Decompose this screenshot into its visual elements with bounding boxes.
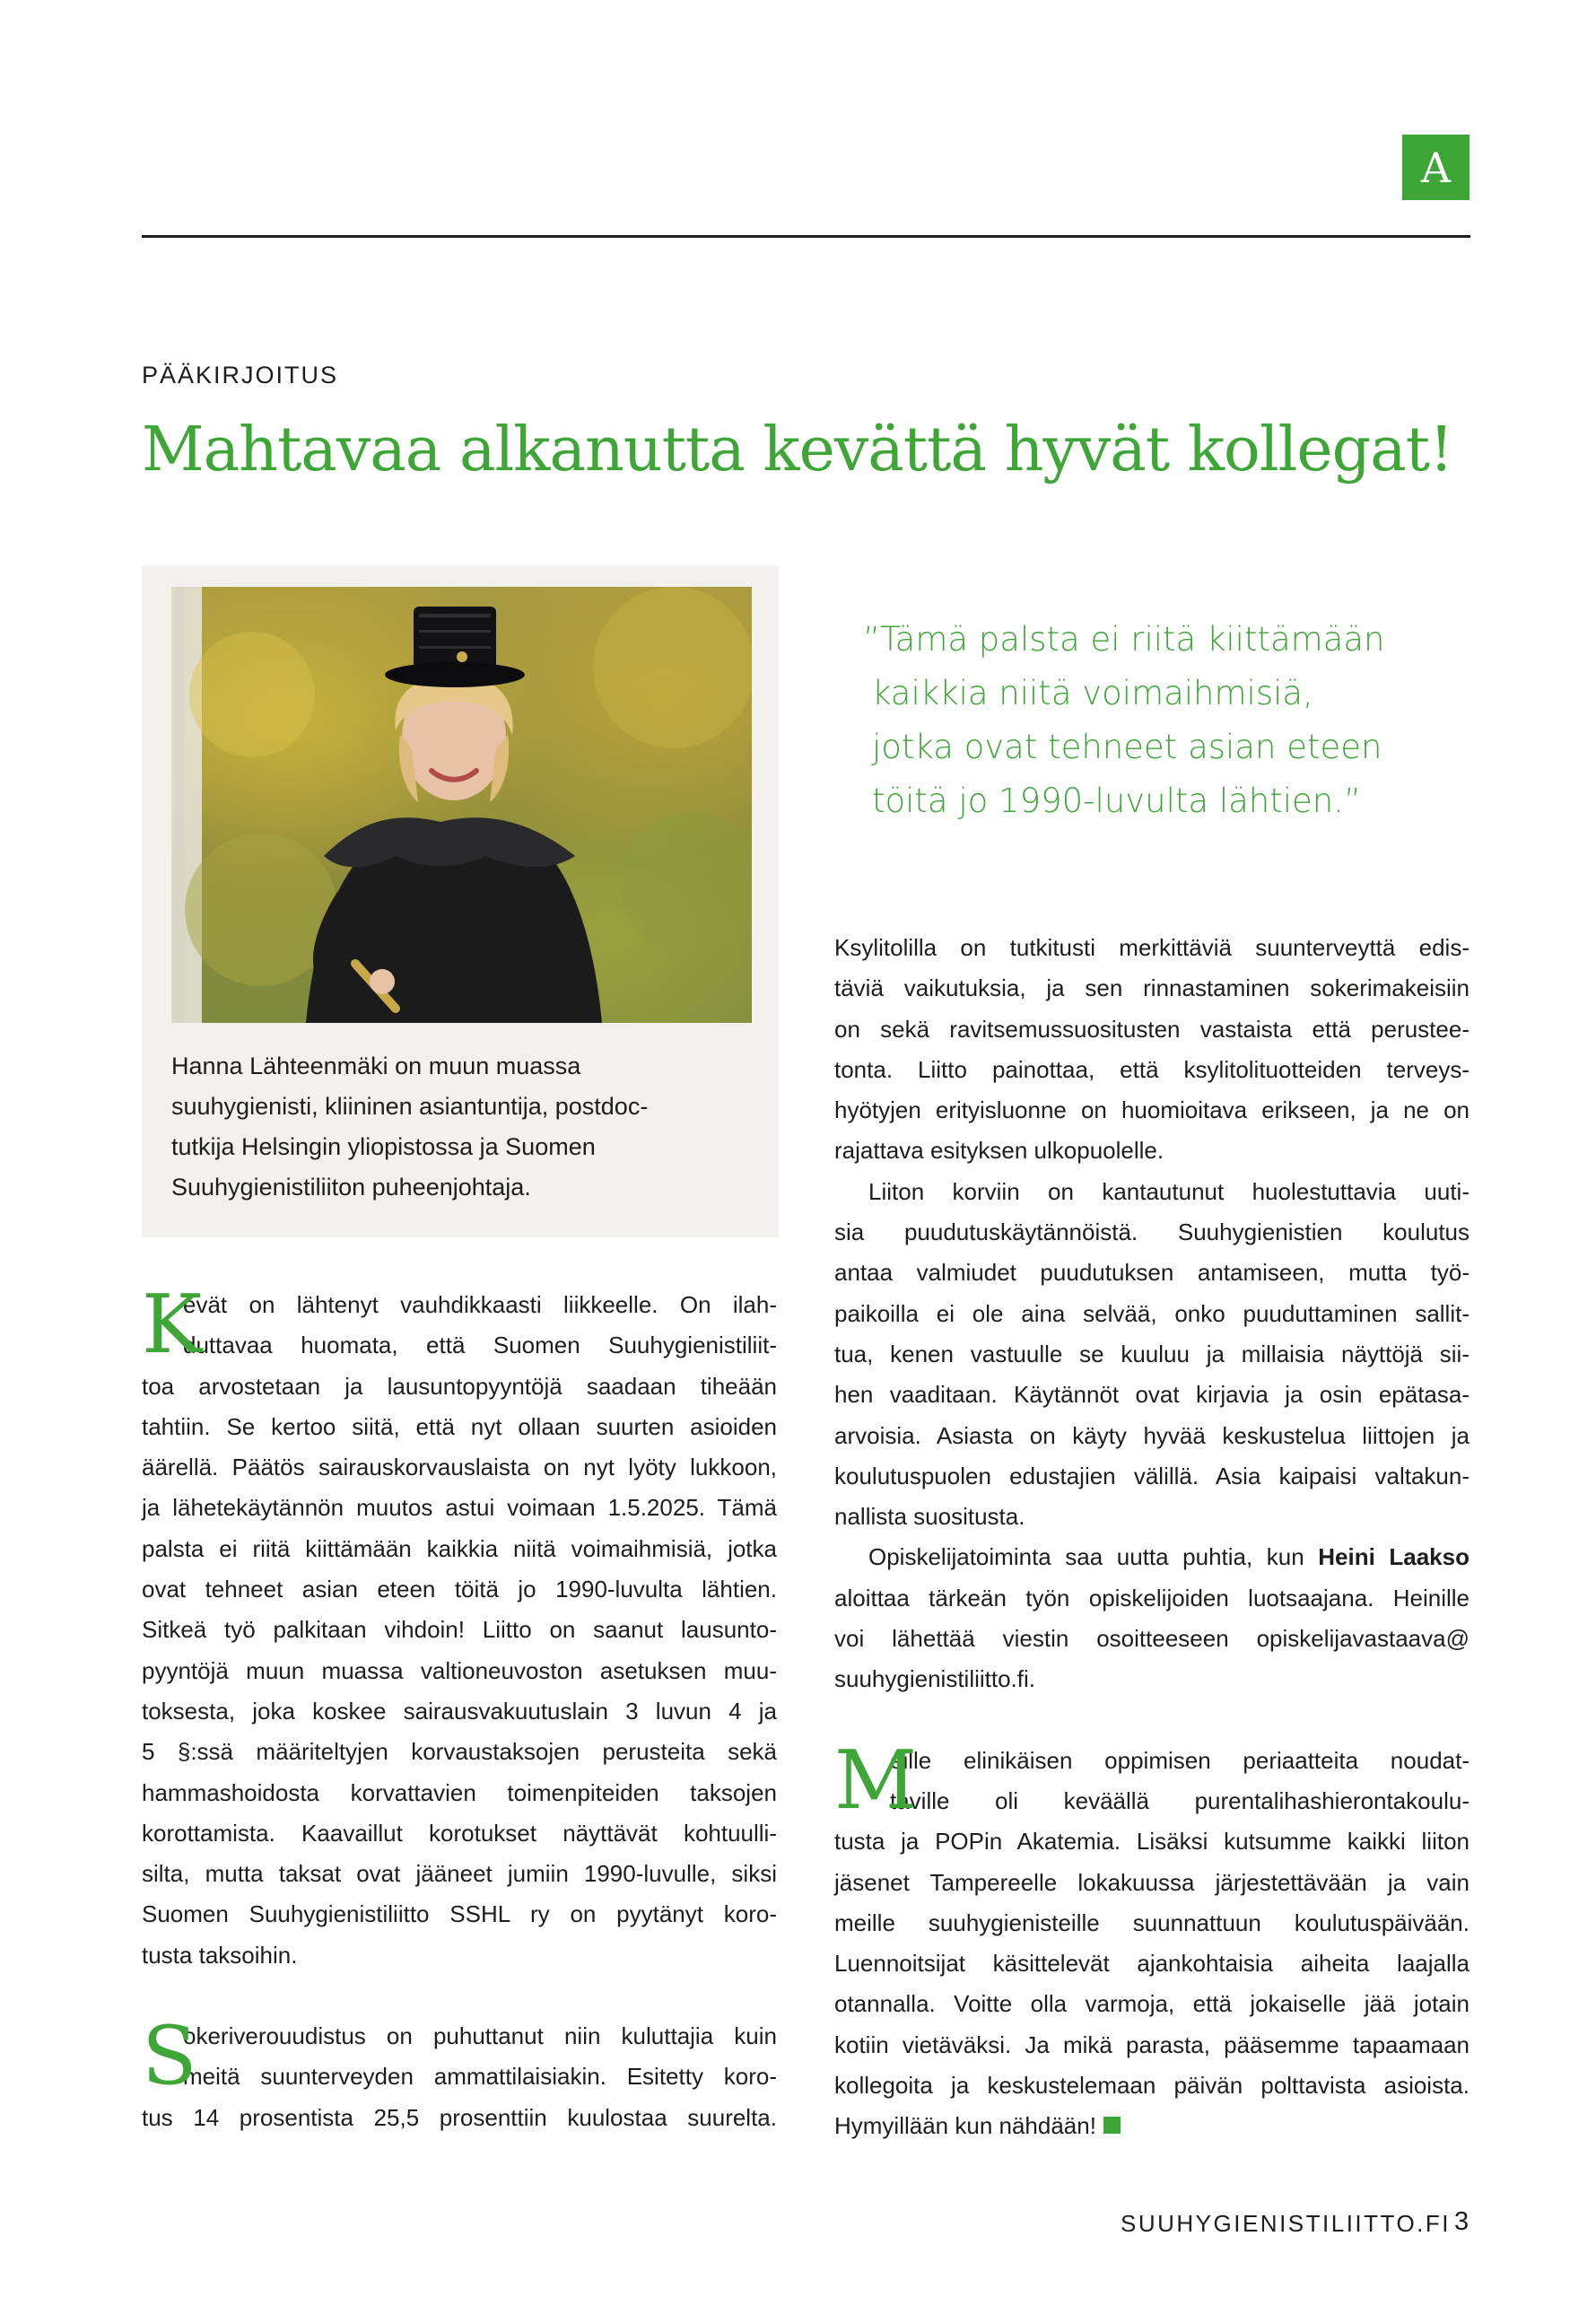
text-line: meille suuhygienisteille suunnattuun koulutuspäivään. — [834, 1908, 1470, 1936]
text-line: sia puudutuskäytännöistä. Suuhygienistien koulutus — [834, 1218, 1470, 1246]
photo-caption-box — [142, 565, 779, 1237]
paragraph-3 — [834, 928, 1470, 1172]
text-line: kollegoita ja keskustelemaan päivän polttavista asioista. — [834, 2072, 1470, 2100]
pull-quote-line: jotka ovat tehneet asian eteen — [872, 728, 1382, 766]
paragraph-2 — [142, 2009, 777, 2138]
paragraph-6 — [834, 1733, 1470, 2147]
section-label: PÄÄKIRJOITUS — [142, 362, 339, 389]
text-line: antaa valmiudet puudutuksen antamiseen, mutta työ- — [834, 1259, 1470, 1287]
text-line: aloittaa tärkeän työn opiskelijoiden luotsaajana. Heinille — [834, 1584, 1470, 1611]
text-line: hen vaaditaan. Käytännöt ovat kirjavia ja osin epätasa- — [834, 1381, 1470, 1409]
text-line: duttavaa huomata, että Suomen Suuhygienistiliit- — [183, 1332, 777, 1359]
text-line: pyyntöjä muun muassa valtioneuvoston asetuksen muu- — [142, 1656, 777, 1684]
text-line: ja lähetekäytännön muutos astui voimaan 1.5.2025. Tämä — [142, 1494, 777, 1522]
text-line: okeriverouudistus on puhuttanut niin kuluttajia kuin — [183, 2022, 777, 2050]
text-line: taville oli keväällä purentalihashierontakoulu- — [890, 1786, 1470, 1814]
person-name: Heini Laakso — [1318, 1543, 1470, 1571]
caption-line: suuhygienisti, kliininen asiantuntija, postdoc- — [171, 1093, 649, 1120]
text-line: evät on lähtenyt vauhdikkaasti liikkeelle. On ilah- — [183, 1291, 777, 1318]
text-line: koulutuspuolen edustajien välillä. Asia kaipaisi valtakun- — [834, 1462, 1470, 1489]
end-mark-icon — [1103, 2117, 1121, 2134]
text-line: voi lähettää viestin osoitteeseen opiskelijavastaava@ — [834, 1625, 1470, 1653]
footer-website: SUUHYGIENISTILIITTO.FI — [1121, 2210, 1452, 2237]
right-column — [834, 928, 1470, 2147]
text-run: Opiskelijatoiminta saa uutta puhtia, kun — [868, 1543, 1319, 1571]
text-line: silta, mutta taksat ovat jääneet jumiin 1990-luvulle, siksi — [142, 1860, 777, 1888]
text-line: täviä vaikutuksia, ja sen rinnastaminen sokerimakeisiin — [834, 974, 1470, 1002]
page-number: 3 — [1454, 2207, 1470, 2236]
pull-quote-line: kaikkia niitä voimaihmisiä, — [872, 674, 1313, 712]
paragraph-5 — [834, 1537, 1470, 1699]
text-line: nallista suositusta. — [834, 1503, 1025, 1531]
text-line: tonta. Liitto painottaa, että ksylitolituotteiden terveys- — [834, 1055, 1470, 1083]
text-line: otannalla. Voitte olla varmoja, että jokaiselle jää jotain — [834, 1990, 1470, 2018]
text-line: Luennoitsijat käsittelevät ajankohtaisia aiheita laajalla — [834, 1950, 1470, 1978]
text-line: Ksylitolilla on tutkitusti merkittäviä suunterveyttä edis- — [834, 934, 1470, 961]
text-line: Liiton korviin on kantautunut huolestuttavia uuti- — [868, 1177, 1470, 1205]
text-line — [834, 2106, 1470, 2146]
drop-cap: M — [834, 1733, 918, 1828]
text-line: Sitkeä työ palkitaan vihdoin! Liitto on saanut lausunto- — [142, 1616, 777, 1644]
text-line: tua, kenen vastuulle se kuuluu ja millaisia näyttöjä sii- — [834, 1340, 1470, 1367]
text-line: on sekä ravitsemussuositusten vastaista että perustee- — [834, 1015, 1470, 1043]
text-line — [834, 1537, 1470, 1577]
text-line: suuhygienistiliitto.fi. — [834, 1665, 1035, 1693]
text-line: tusta taksoihin. — [142, 1941, 298, 1969]
drop-cap: S — [142, 2009, 197, 2104]
text-line: hyötyjen erityisluonne on huomioitava erikseen, ja ne on — [834, 1096, 1470, 1124]
text-line: arvoisia. Asiasta on käyty hyvää keskustelua liittojen ja — [834, 1421, 1470, 1449]
text-line: 5 §:ssä määriteltyjen korvaustaksojen perusteita sekä — [142, 1738, 777, 1766]
text-line: tus 14 prosentista 25,5 prosenttiin kuulostaa suurelta. — [142, 2103, 777, 2131]
text-line: rajattava esityksen ulkopuolelle. — [834, 1137, 1164, 1165]
text-line: tahtiin. Se kertoo siitä, että nyt ollaan suurten asioiden — [142, 1412, 777, 1440]
text-line: jäsenet Tampereelle lokakuussa järjestettävään ja vain — [834, 1868, 1470, 1896]
portrait-illustration — [171, 587, 752, 1023]
left-column — [142, 1278, 777, 2138]
text-line: eille elinikäisen oppimisen periaatteita noudat- — [890, 1746, 1470, 1774]
caption-line: Suuhygienistiliiton puheenjohtaja. — [171, 1174, 531, 1201]
text-line: tusta ja POPin Akatemia. Lisäksi kutsumme kaikki liiton — [834, 1828, 1470, 1856]
paragraph-4 — [834, 1172, 1470, 1538]
text-line: palsta ei riitä kiittämään kaikkia niitä voimaihmisiä, jotka — [142, 1534, 777, 1562]
photo-caption — [171, 1046, 728, 1208]
text-line: toksesta, joka koskee sairausvakuutuslain 3 luvun 4 ja — [142, 1697, 777, 1725]
text-line: Suomen Suuhygienistiliitto SSHL ry on pyytänyt koro- — [142, 1900, 777, 1928]
text-line: toa arvostetaan ja lausuntopyyntöjä saadaan tiheään — [142, 1372, 777, 1400]
drop-cap: K — [142, 1278, 203, 1372]
text-line: paikoilla ei ole aina selvää, onko puuduttaminen sallit- — [834, 1299, 1470, 1327]
text-line: ovat tehneet asian eteen töitä jo 1990-luvulta lähtien. — [142, 1576, 777, 1603]
text-run: Hymyillään kun nähdään! — [834, 2112, 1096, 2140]
text-line: korottamista. Kaavaillut korotukset näyttävät kohtuulli- — [142, 1819, 777, 1847]
text-line: äärellä. Päätös sairauskorvauslaista on nyt lyöty lukkoon, — [142, 1454, 777, 1481]
top-rule — [142, 235, 1470, 238]
caption-line: tutkija Helsingin yliopistossa ja Suomen — [171, 1133, 596, 1160]
pull-quote-line: ”Tämä palsta ei riitä kiittämään — [863, 620, 1385, 659]
caption-line: Hanna Lähteenmäki on muun muassa — [171, 1052, 581, 1079]
portrait-photo — [171, 587, 752, 1023]
section-badge: A — [1402, 135, 1470, 200]
pull-quote-line: töitä jo 1990-luvulta lähtien.” — [872, 782, 1362, 820]
paragraph-1 — [142, 1278, 777, 1976]
pull-quote — [863, 613, 1385, 828]
text-line: hammashoidosta korvattavien toimenpiteiden taksojen — [142, 1778, 777, 1806]
text-line: kotiin vietäväksi. Ja mikä parasta, pääsemme tapaamaan — [834, 2031, 1470, 2058]
text-line: meitä suunterveyden ammattilaisiakin. Esitetty koro- — [183, 2063, 777, 2091]
headline: Mahtavaa alkanutta kevättä hyvät kollegat! — [142, 415, 1453, 485]
